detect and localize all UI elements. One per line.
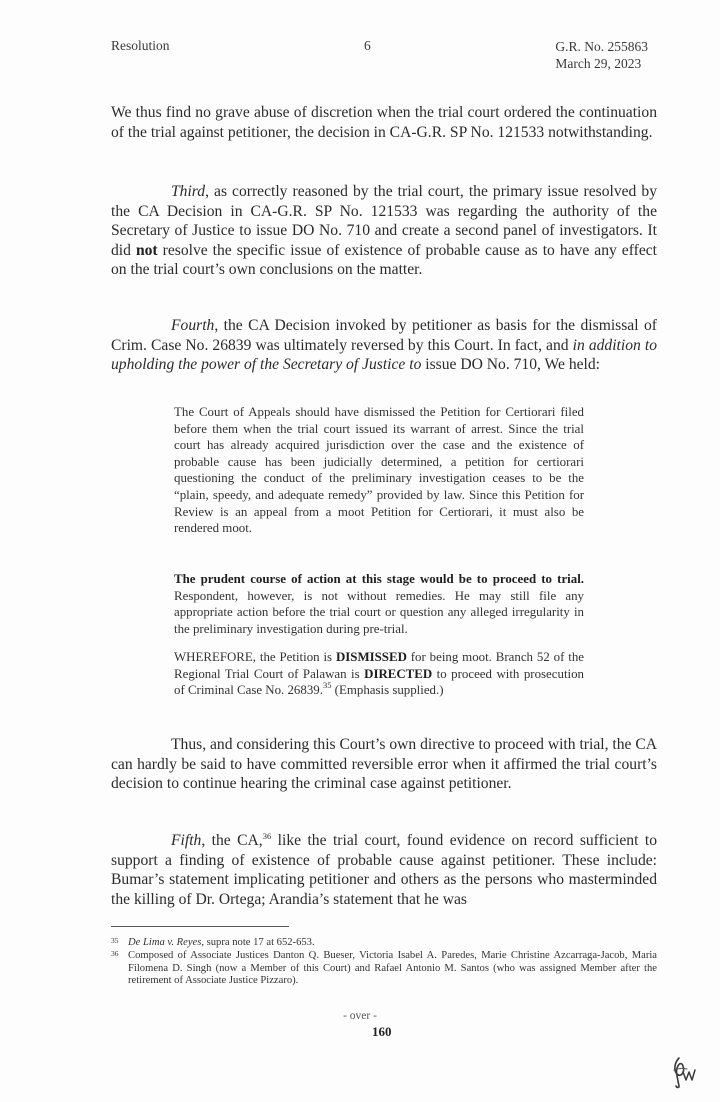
footnote-ref-35[interactable]: 35 — [322, 680, 332, 691]
quote-emphasis: The prudent course of action at this stage would be to proceed to trial. — [174, 572, 584, 586]
directed-emphasis: DIRECTED — [364, 666, 433, 681]
footnote-ref-36[interactable]: 36 — [262, 831, 272, 841]
quote-text: The Court of Appeals should have dismissed the Petition for Certiorari filed before them when the trial court issued its warrant of arrest. Since the trial court has already acquired jurisdiction over the case and the existence of probable cause has been judicially determined, a petition for certiorari questioning the conduct of the preliminary investigation ceases to be the “plain, speedy, and adequate remedy” provided by law. Since this Petition for Review is an appeal from a moot Petition for Certiorari, it must also be rendered moot. — [174, 405, 584, 536]
paragraph-lead: Third — [171, 183, 206, 200]
continued-indicator: - over - — [343, 1010, 377, 1022]
case-reference — [555, 38, 648, 72]
paragraph-text: Thus, and considering this Court’s own directive to proceed with trial, the CA can hardly be said to have committed reversible error when it affirmed the trial court’s decision to continue hearing the criminal case against petitioner. — [111, 736, 657, 793]
block-quote-2: The prudent course of action at this stage would be to proceed to trial. Respondent, however, is not without remedies. He may still file any appropriate action before the trial court or question any alleged irregularity in the preliminary investigation during pre-trial. — [174, 572, 584, 636]
emphasis-italic: in addition to upholding the power of the Secretary of Justice to — [111, 336, 657, 374]
paragraph-lead: Fifth — [171, 832, 202, 849]
case-number: G.R. No. 255863 — [555, 39, 648, 54]
paragraph-thus — [111, 735, 657, 794]
paragraph-conclusion — [111, 103, 657, 142]
paragraph-text: We thus find no grave abuse of discretion when the trial court ordered the continuation of the trial against petitioner, the decision in CA-G.R. SP No. 121533 notwithstanding. — [111, 104, 657, 141]
paragraph-fourth: Fourth, the CA Decision invoked by petitioner as basis for the dismissal of Crim. Case No. 26839 was ultimately reversed by this Court. In fact, and in addition to upholding the power of the Secretary of Justice to issue DO No. 710, We held: — [111, 317, 657, 374]
footnote-number: 35 — [111, 936, 119, 945]
footnotes — [111, 937, 657, 988]
footnote-number: 36 — [111, 948, 119, 958]
footnote-35: 35 De Lima v. Reyes, supra note 17 at 652-653. — [111, 936, 315, 948]
page-number: 6 — [364, 38, 371, 53]
handwritten-initials-icon — [665, 1052, 705, 1092]
footnote-divider — [111, 926, 289, 927]
block-quote-3: WHEREFORE, the Petition is DISMISSED for being moot. Branch 52 of the Regional Trial Court of Palawan is DIRECTED to proceed with prosecution of Criminal Case No. 26839.35 (Emphasis supplied.) — [174, 650, 584, 698]
footnote-36: 36 Composed of Associate Justices Danton Q. Bueser, Victoria Isabel A. Paredes, Marie Christine Azcarraga-Jacob, Maria Filomena D. Singh (now a Member of this Court) and Rafael Antonio M. Santos (who was assigned Member after the retirement of Associate Justice Pizzaro). — [111, 948, 657, 987]
paragraph-third: Third, as correctly reasoned by the trial court, the primary issue resolved by the CA Decision in CA-G.R. SP No. 121533 was regarding the authority of the Secretary of Justice to issue DO No. 710 and create a second panel of investigators. It did not resolve the specific issue of existence of probable cause as to have any effect on the trial court’s own conclusions on the matter. — [111, 183, 658, 279]
paragraph-lead: Fourth — [171, 317, 215, 334]
emphasis-not: not — [135, 241, 158, 259]
paragraph-fifth: Fifth, the CA,$^{36}$ like the trial court, found evidence on record sufficient to support a finding of existence of probable cause against petitioner. These include: Bumar’s statement implicating petitioner and others as the persons who masterminded the killing of Dr. Ortega; Arandia’s statement that he was — [111, 831, 657, 908]
page-header — [111, 38, 648, 78]
block-quote-1 — [174, 404, 584, 537]
document-type-label: Resolution — [111, 38, 170, 53]
case-date: March 29, 2023 — [555, 56, 642, 71]
page-code: 160 — [372, 1024, 392, 1039]
dismissed-emphasis: DISMISSED — [335, 650, 407, 664]
